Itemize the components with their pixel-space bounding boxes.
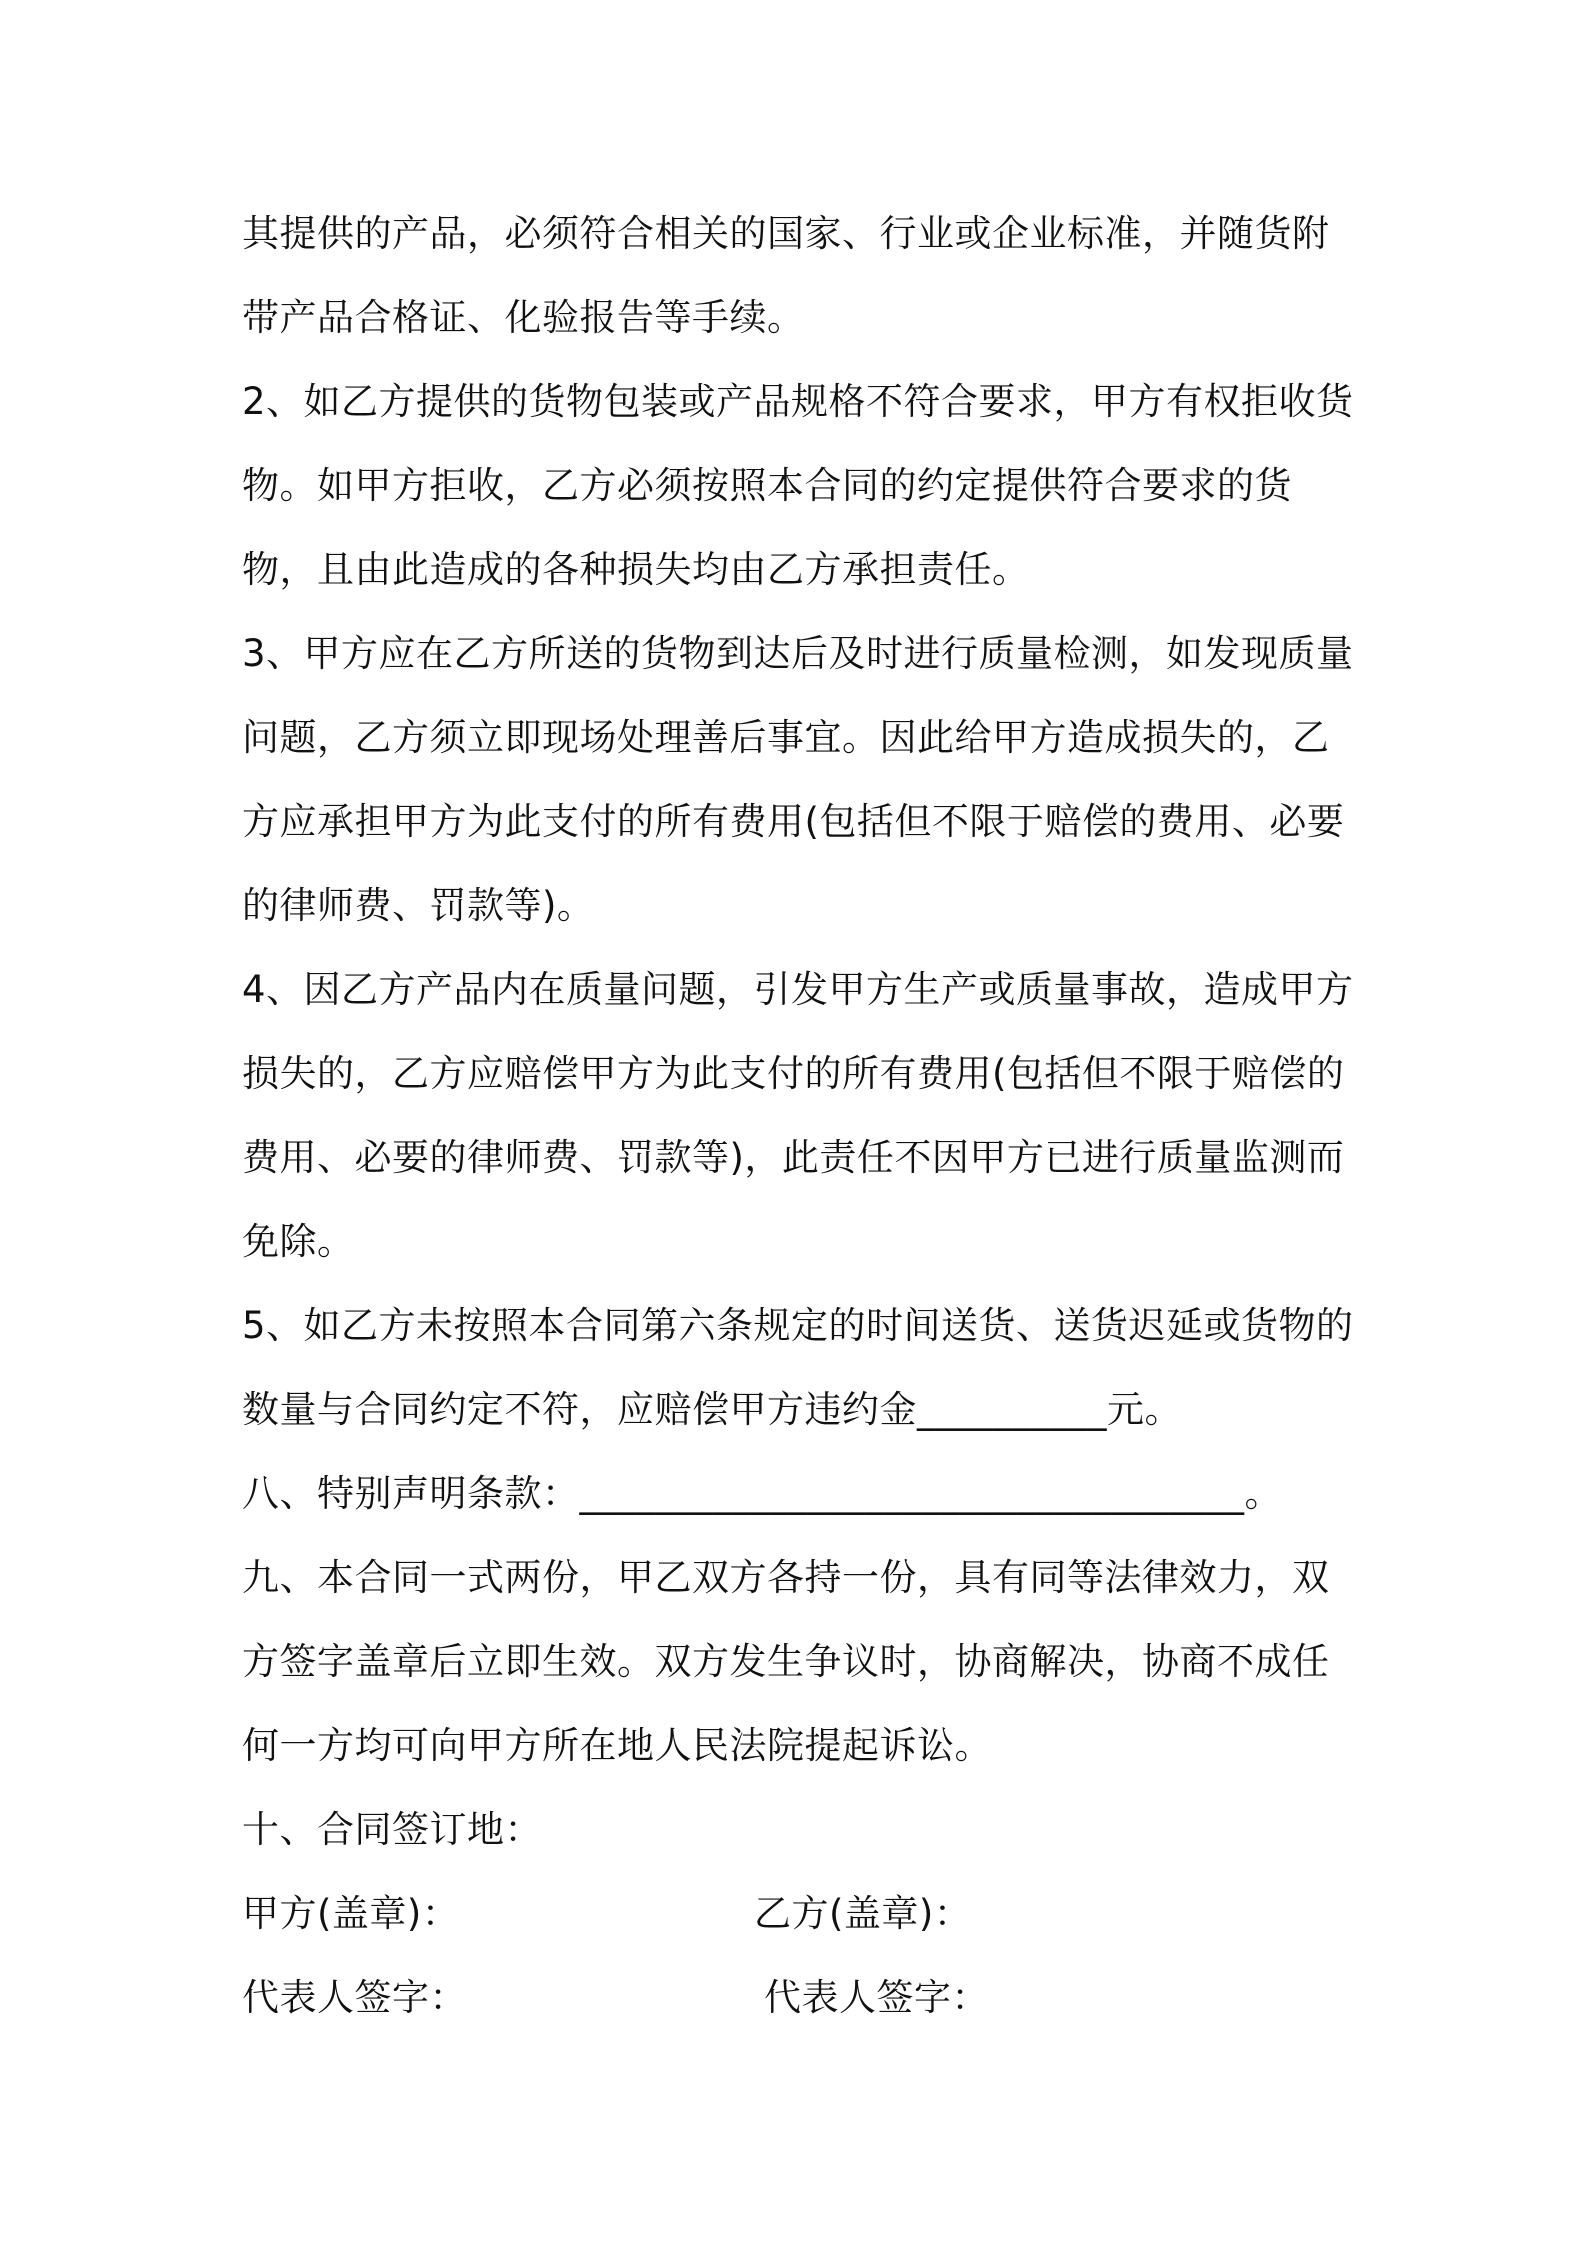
paragraph-copies-validity: 九、本合同一式两份，甲乙双方各持一份，具有同等法律效力，双方签字盖章后立即生效。双方发生争议时，协商解决，协商不成任何一方均可向甲方所在地人民法院提起诉讼。 xyxy=(242,1556,1330,1767)
paragraph-clause-2: 2、如乙方提供的货物包装或产品规格不符合要求，甲方有权拒收货物。如甲方拒收，乙方必须按照本合同的约定提供符合要求的货物，且由此造成的各种损失均由乙方承担责任。 xyxy=(242,380,1354,591)
paragraph-product-standards: 其提供的产品，必须符合相关的国家、行业或企业标准，并随货附带产品合格证、化验报告等手续。 xyxy=(242,212,1330,339)
paragraph-signing-place: 十、合同签订地： xyxy=(242,1808,542,1851)
seal-row xyxy=(242,1872,1362,1956)
paragraph-clause-3: 3、甲方应在乙方所送的货物到达后及时进行质量检测，如发现质量问题，乙方须立即现场处理善后事宜。因此给甲方造成损失的，乙方应承担甲方为此支付的所有费用(包括但不限于赔偿的费用、必要的律师费、罚款等)。 xyxy=(242,632,1354,927)
representative-row xyxy=(242,1956,1362,2040)
party-a-rep-label: 代表人签字： xyxy=(242,1976,467,2019)
contract-body xyxy=(242,192,1362,2040)
paragraph-clause-5: 5、如乙方未按照本合同第六条规定的时间送货、送货迟延或货物的数量与合同约定不符，应赔偿甲方违约金__________元。 xyxy=(242,1304,1354,1431)
paragraph-clause-4: 4、因乙方产品内在质量问题，引发甲方生产或质量事故，造成甲方损失的，乙方应赔偿甲方为此支付的所有费用(包括但不限于赔偿的费用、必要的律师费、罚款等)，此责任不因甲方已进行质量监测而免除。 xyxy=(242,968,1354,1263)
party-b-seal-label: 乙方(盖章)： xyxy=(754,1892,972,1935)
paragraph-special-terms: 八、特别声明条款：___________________________________。 xyxy=(242,1472,1282,1515)
party-a-seal-label: 甲方(盖章)： xyxy=(242,1892,460,1935)
party-b-rep-label: 代表人签字： xyxy=(764,1976,989,2019)
